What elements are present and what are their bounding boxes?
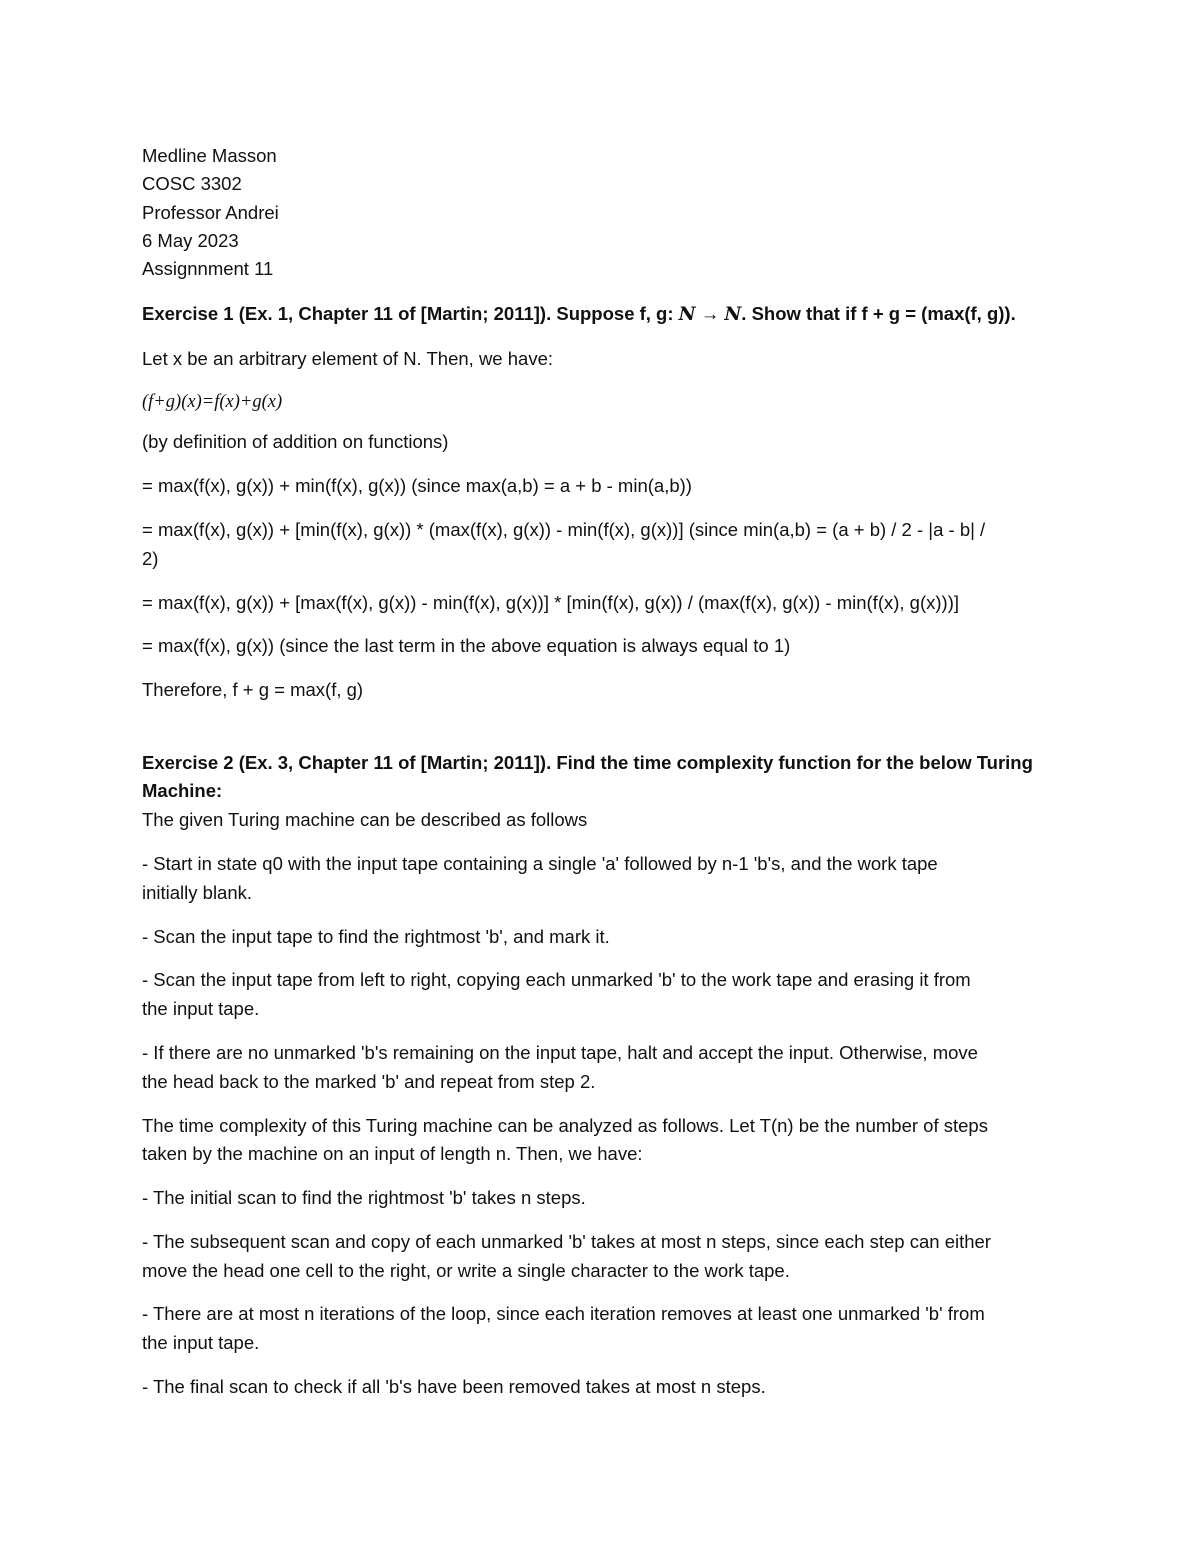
ex1-line: = max(f(x), g(x)) + [min(f(x), g(x)) * (max(f(x), g(x)) - min(f(x), g(x))] (since min(a,b) = (a + b) / 2 - |a - b| /: [142, 519, 986, 540]
ex2-line: - Scan the input tape from left to right, copying each unmarked 'b' to the work tape and erasing it from: [142, 969, 971, 990]
ex2-line: - The initial scan to find the rightmost 'b' takes n steps.: [142, 1187, 586, 1208]
ex2-line: - The subsequent scan and copy of each unmarked 'b' takes at most n steps, since each step can either: [142, 1231, 991, 1252]
ex2-line: taken by the machine on an input of length n. Then, we have:: [142, 1143, 643, 1164]
ex2-line: The time complexity of this Turing machine can be analyzed as follows. Let T(n) be the number of steps: [142, 1115, 988, 1136]
ex1-line: Let x be an arbitrary element of N. Then, we have:: [142, 348, 553, 369]
exercise-1-heading-prefix: Exercise 1 (Ex. 1, Chapter 11 of [Martin; 2011]). Suppose f, g:: [142, 303, 679, 324]
ex2-line: - If there are no unmarked 'b's remaining on the input tape, halt and accept the input. Otherwise, move: [142, 1042, 978, 1063]
ex1-line: = max(f(x), g(x)) + [max(f(x), g(x)) - min(f(x), g(x))] * [min(f(x), g(x)) / (max(f(x), g(x)) - min(f(x), g(x)))]: [142, 592, 959, 613]
ex2-line: the head back to the marked 'b' and repeat from step 2.: [142, 1071, 596, 1092]
professor-name: Professor Andrei: [142, 202, 279, 223]
ex1-line: = max(f(x), g(x)) + min(f(x), g(x)) (since max(a,b) = a + b - min(a,b)): [142, 475, 692, 496]
exercise-2-heading-cont: Machine:: [142, 780, 223, 801]
author-name: Medline Masson: [142, 145, 277, 166]
ex2-line: the input tape.: [142, 1332, 260, 1353]
exercise-1-heading-suffix: . Show that if f + g = (max(f, g)).: [741, 303, 1016, 324]
ex2-line: the input tape.: [142, 998, 260, 1019]
course-code: COSC 3302: [142, 173, 242, 194]
ex2-line: move the head one cell to the right, or write a single character to the work tape.: [142, 1260, 790, 1281]
ex2-line: initially blank.: [142, 882, 253, 903]
ex2-line: - Start in state q0 with the input tape containing a single 'a' followed by n-1 'b's, and the work tape: [142, 853, 938, 874]
ex2-line: The given Turing machine can be described as follows: [142, 809, 588, 830]
exercise-1-heading: [142, 302, 1016, 327]
arrow-symbol: →: [700, 303, 720, 324]
ex2-line: - There are at most n iterations of the loop, since each iteration removes at least one unmarked 'b' from: [142, 1303, 985, 1324]
ex1-equation: (f+g)(x)=f(x)+g(x): [142, 392, 283, 412]
ex1-line: = max(f(x), g(x)) (since the last term in the above equation is always equal to 1): [142, 635, 791, 656]
natural-numbers-symbol: N: [724, 304, 742, 325]
assignment-title: Assignnment 11: [142, 258, 274, 279]
date: 6 May 2023: [142, 230, 239, 251]
ex2-line: - Scan the input tape to find the rightmost 'b', and mark it.: [142, 926, 610, 947]
ex1-line: (by definition of addition on functions): [142, 431, 449, 452]
ex2-line: - The final scan to check if all 'b's have been removed takes at most n steps.: [142, 1376, 766, 1397]
ex1-conclusion: Therefore, f + g = max(f, g): [142, 679, 364, 700]
natural-numbers-symbol: N: [678, 304, 696, 325]
exercise-2-heading: Exercise 2 (Ex. 3, Chapter 11 of [Martin; 2011]). Find the time complexity function for the below Turing: [142, 752, 1033, 773]
ex1-line: 2): [142, 548, 159, 569]
